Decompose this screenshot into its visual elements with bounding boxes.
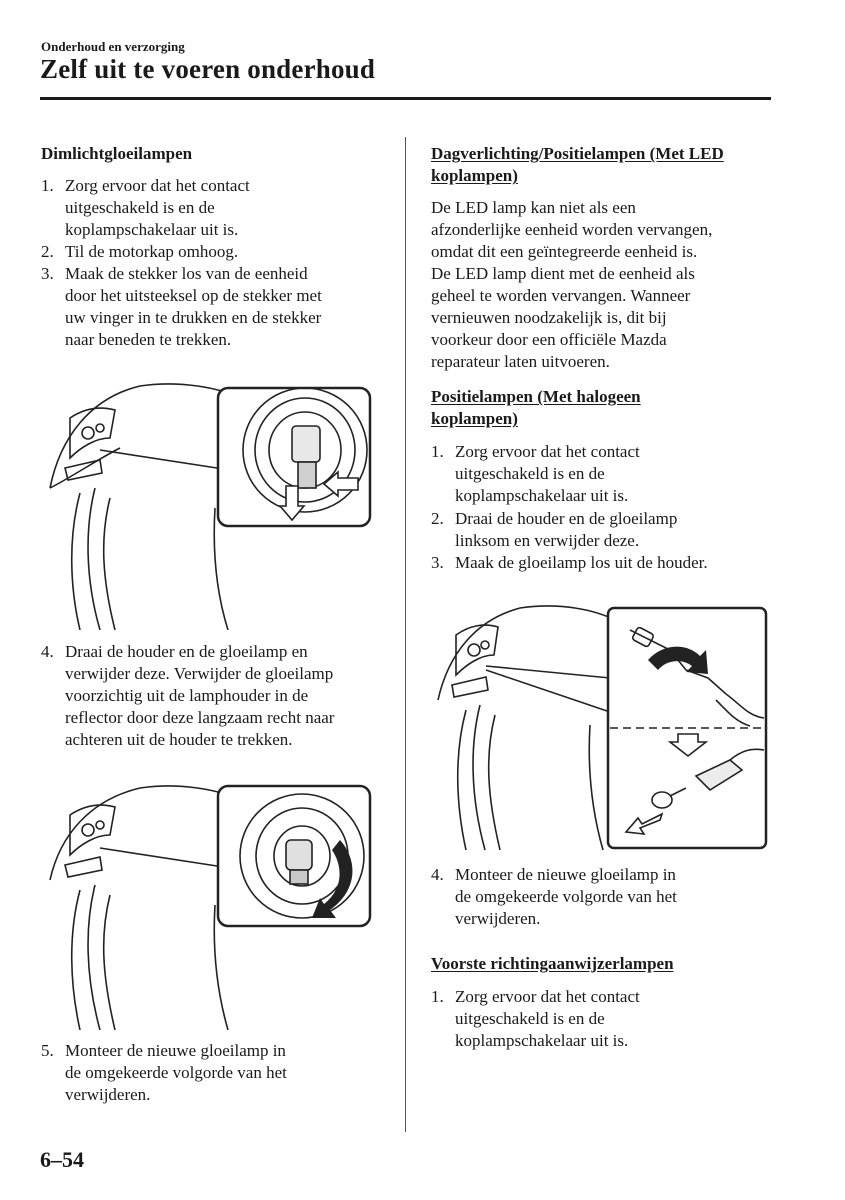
paragraph-line: omdat dit een geïntegreerde eenheid is.: [431, 242, 698, 261]
step-number: 3.: [41, 264, 54, 283]
step-line: uw vinger in te drukken en de stekker: [65, 308, 322, 327]
led-paragraph: [431, 197, 712, 373]
step-line: reflector door deze langzaam recht naar: [65, 708, 335, 727]
step-line: de omgekeerde volgorde van het: [455, 887, 677, 906]
step-number: 4.: [431, 865, 444, 884]
step-number: 2.: [431, 509, 444, 528]
paragraph-line: afzonderlijke eenheid worden vervangen,: [431, 220, 713, 239]
step-line: koplampschakelaar uit is.: [455, 486, 629, 505]
page-title: Zelf uit te voeren onderhoud: [40, 54, 376, 84]
paragraph-line: reparateur laten uitvoeren.: [431, 352, 610, 371]
step-line: voorzichtig uit de lamphouder in de: [65, 686, 309, 705]
step-line: Zorg ervoor dat het contact: [455, 987, 640, 1006]
step-line: verwijderen.: [65, 1085, 151, 1104]
position-lamp-illustration: [430, 600, 770, 858]
step-line: Maak de gloeilamp los uit de houder.: [455, 553, 708, 572]
heading-front-turn-signals: Voorste richtingaanwijzerlampen: [431, 954, 674, 973]
step-line: uitgeschakeld is en de: [455, 464, 605, 483]
step-line: achteren uit de houder te trekken.: [65, 730, 293, 749]
rotate-holder-illustration: [40, 780, 375, 1030]
section-label: Onderhoud en verzorging: [41, 39, 185, 54]
step-line: Zorg ervoor dat het contact: [65, 176, 250, 195]
step-line: Draai de houder en de gloeilamp: [455, 509, 678, 528]
list-item: [41, 175, 250, 241]
list-item: [431, 552, 708, 574]
step-line: verwijder deze. Verwijder de gloeilamp: [65, 664, 334, 683]
step-line: koplampschakelaar uit is.: [455, 1031, 629, 1050]
connector-removal-illustration: [40, 378, 375, 630]
step-line: de omgekeerde volgorde van het: [65, 1063, 287, 1082]
step-line: uitgeschakeld is en de: [65, 198, 215, 217]
list-item: [431, 508, 677, 552]
paragraph-line: voorkeur door een officiële Mazda: [431, 330, 667, 349]
heading-halogen-position-lamps: [431, 386, 641, 430]
step-line: door het uitsteeksel op de stekker met: [65, 286, 322, 305]
heading-line: Dagverlichting/Positielampen (Met LED: [431, 144, 724, 163]
step-number: 1.: [431, 987, 444, 1006]
step-line: Monteer de nieuwe gloeilamp in: [65, 1041, 286, 1060]
step-line: Monteer de nieuwe gloeilamp in: [455, 865, 676, 884]
step-number: 1.: [41, 176, 54, 195]
title-rule: [40, 97, 771, 100]
step-number: 1.: [431, 442, 444, 461]
step-line: Zorg ervoor dat het contact: [455, 442, 640, 461]
paragraph-line: De LED lamp dient met de eenheid als: [431, 264, 695, 283]
list-item: [41, 1040, 287, 1106]
list-item: [431, 864, 677, 930]
list-item: [431, 986, 640, 1052]
step-line: uitgeschakeld is en de: [455, 1009, 605, 1028]
step-line: Draai de houder en de gloeilamp en: [65, 642, 308, 661]
step-line: Maak de stekker los van de eenheid: [65, 264, 308, 283]
step-number: 5.: [41, 1041, 54, 1060]
heading-line: Positielampen (Met halogeen: [431, 387, 641, 406]
step-line: verwijderen.: [455, 909, 541, 928]
list-item: [431, 441, 640, 507]
heading-low-beam: Dimlichtgloeilampen: [41, 144, 193, 163]
step-line: linksom en verwijder deze.: [455, 531, 640, 550]
step-line: naar beneden te trekken.: [65, 330, 232, 349]
list-item: [41, 241, 238, 263]
list-item: [41, 263, 322, 351]
paragraph-line: vernieuwen noodzakelijk is, dit bij: [431, 308, 667, 327]
heading-line: koplampen): [431, 409, 518, 428]
paragraph-line: De LED lamp kan niet als een: [431, 198, 636, 217]
paragraph-line: geheel te worden vervangen. Wanneer: [431, 286, 691, 305]
heading-line: koplampen): [431, 166, 518, 185]
list-item: [41, 641, 334, 751]
column-divider: [405, 137, 406, 1132]
step-line: koplampschakelaar uit is.: [65, 220, 239, 239]
step-number: 3.: [431, 553, 444, 572]
step-number: 2.: [41, 242, 54, 261]
page-number: 6–54: [40, 1147, 84, 1172]
step-number: 4.: [41, 642, 54, 661]
heading-led-lamps: [431, 143, 724, 187]
step-line: Til de motorkap omhoog.: [65, 242, 239, 261]
